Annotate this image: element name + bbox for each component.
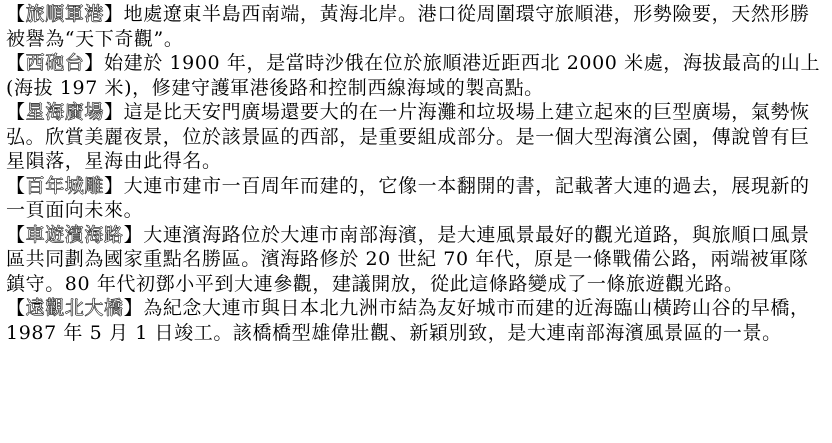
entry-beida-bridge xyxy=(6,296,826,345)
entry-title: 百年城雕 xyxy=(25,174,105,197)
close-bracket: 】 xyxy=(123,297,144,319)
entry-title: 車遊濱海路 xyxy=(25,223,124,246)
entry-title: 旅順軍港 xyxy=(25,3,105,25)
close-bracket: 】 xyxy=(104,174,124,197)
entry-title: 遠觀北大橋 xyxy=(25,297,124,319)
entry-text: 始建於 1900 年，是當時沙俄在位於旅順港近距西北 2000 米處，海拔最高的山上(海拔 197 米)，修建守護軍港後路和控制西線海域的製高點。 xyxy=(6,52,821,99)
close-bracket: 】 xyxy=(84,52,105,74)
entry-text: 地處遼東半島西南端，黃海北岸。港口從周圍環守旅順港，形勢險要，天然形勝被譽為“天下奇觀”。 xyxy=(6,3,810,50)
open-bracket: 【 xyxy=(6,174,26,197)
entry-centennial-sculpture xyxy=(6,174,826,223)
entry-text: 大連濱海路位於大連市南部海濱，是大連風景最好的觀光道路，與旅順口風景區共同劃為國家重點名勝區。濱海路修於 20 世紀 70 年代，原是一條戰備公路，兩端被軍隊鎮守。80 年代初鄧小平到大連參觀，建議開放，從此這條路變成了一條旅遊觀光路。 xyxy=(6,223,810,295)
entry-text: 這是比天安門廣場還要大的在一片海灘和垃圾場上建立起來的巨型廣場，氣勢恢弘。欣賞美麗夜景，位於該景區的西部，是重要組成部分。是一個大型海濱公園，傳說曾有巨星隕落，星海由此得名。 xyxy=(6,101,810,172)
open-bracket: 【 xyxy=(6,3,26,25)
close-bracket: 】 xyxy=(123,223,144,246)
open-bracket: 【 xyxy=(6,223,26,246)
entry-title: 星海廣場 xyxy=(25,101,105,123)
open-bracket: 【 xyxy=(6,297,26,319)
entry-text: 大連市建市一百周年而建的，它像一本翻開的書，記載著大連的過去，展現新的一頁面向未來。 xyxy=(6,174,810,221)
entry-text: 為紀念大連市與日本北九洲市結為友好城市而建的近海臨山橫跨山谷的早橋，1987 年 5 月 1 日竣工。該橋橋型雄偉壯觀、新穎別致，是大連南部海濱風景區的一景。 xyxy=(6,297,810,344)
open-bracket: 【 xyxy=(6,52,26,74)
entry-coastal-road-drive xyxy=(6,223,826,297)
entry-lushun-military-port xyxy=(6,2,826,51)
entry-xinghai-square xyxy=(6,100,826,174)
close-bracket: 】 xyxy=(104,3,124,25)
open-bracket: 【 xyxy=(6,101,26,123)
entry-west-fort xyxy=(6,51,826,100)
entry-title: 西砲台 xyxy=(25,52,85,74)
close-bracket: 】 xyxy=(104,101,124,123)
